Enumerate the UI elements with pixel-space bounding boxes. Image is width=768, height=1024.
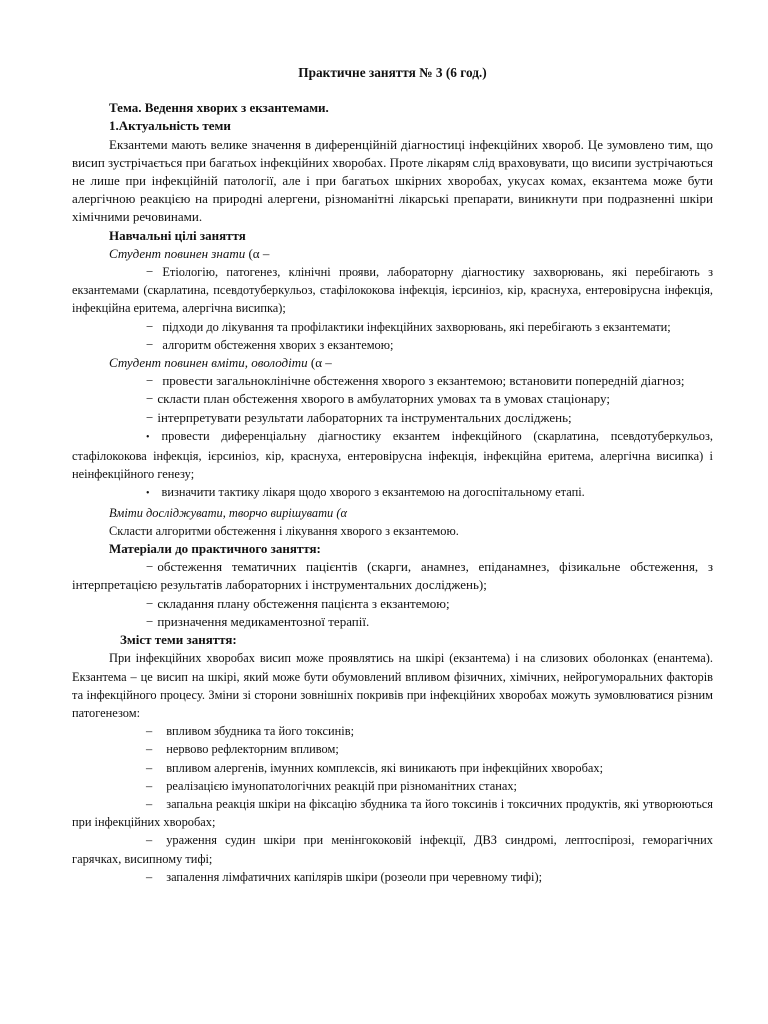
materials-heading: Матеріали до практичного заняття:: [109, 541, 321, 557]
bullet-marker: •: [146, 431, 150, 443]
list-item: [72, 740, 713, 758]
list-item-text: визначити тактику лікаря щодо хворого з екзантемою на догоспітальному етапі.: [161, 485, 585, 500]
list-item-text: алгоритм обстеження хворих з екзантемою;: [162, 337, 394, 352]
dash-marker: –: [146, 742, 153, 757]
skills-heading: [72, 354, 713, 372]
list-item: [72, 613, 713, 631]
dash-marker: –: [146, 724, 153, 739]
list-item: [72, 795, 713, 831]
list-item-text: інтерпретувати результати лабораторних та інструментальних досліджень;: [157, 409, 572, 425]
content-heading: Зміст теми заняття:: [120, 632, 237, 648]
dash-marker: −: [146, 559, 154, 575]
dash-marker: −: [146, 409, 154, 425]
content-paragraph: При інфекційних хворобах висип може проявлятись на шкірі (екзантема) і на слизових оболонках (енантема). Екзантема – це висип на шкірі, який може бути обумовлений впливом фізичних, хімічних, нейрогуморальних факторів та інфекційного процесу. Зміни зі сторони зовнішніх покривів при інфекційних хворобах можуть зумовлюватися різним патогенезом:: [72, 651, 713, 720]
list-item: [72, 722, 713, 740]
list-item: [72, 759, 713, 777]
list-item-text: Етіологію, патогенез, клінічні прояви, лабораторну діагностику захворювань, які перебігають з екзантемами (скарлатина, псевдотуберкульоз, стафілококова інфекція, ієрсиніоз, кір, краснуха, ентеровірусна інфекція, інфекційна еритема, алергічна висипка);: [72, 265, 713, 316]
list-item: [72, 427, 713, 484]
document-title: Практичне заняття № 3 (6 год.): [298, 65, 487, 80]
know-heading: [72, 245, 713, 263]
list-item: [72, 558, 713, 594]
list-item-text: запалення лімфатичних капілярів шкіри (розеоли при черевному тифі);: [166, 869, 543, 884]
dash-marker: –: [146, 778, 153, 793]
list-item-text: підходи до лікування та профілактики інфекційних захворювань, які перебігають з екзантемати;: [162, 319, 671, 334]
dash-marker: −: [146, 318, 154, 334]
list-item: [72, 777, 713, 795]
list-item: [72, 868, 713, 886]
list-item-text: запальна реакція шкіри на фіксацію збудника та його токсинів і токсичних продуктів, які утворюються при інфекційних хворобах;: [72, 796, 713, 830]
list-item-text: призначення медикаментозної терапії.: [157, 613, 370, 629]
dash-marker: −: [146, 336, 154, 352]
list-item: [72, 318, 713, 336]
dash-marker: −: [146, 613, 154, 629]
list-item-text: скласти план обстеження хворого в амбулаторних умовах та в умовах стаціонару;: [157, 391, 610, 407]
list-item-text: ураження судин шкіри при менінгококовій інфекції, ДВЗ синдромі, лептоспірозі, геморагічних гарячках, висипному тифі;: [72, 833, 713, 866]
list-item: [72, 372, 713, 390]
research-text: Скласти алгоритми обстеження і лікування хворого з екзантемою.: [109, 523, 459, 538]
topic-heading: Тема. Ведення хворих з екзантемами.: [109, 100, 329, 116]
list-item-text: нервово рефлекторним впливом;: [166, 742, 339, 757]
list-item: [72, 595, 713, 613]
document-page: [72, 64, 713, 886]
list-item-text: реалізацією імунопатологічних реакцій при різноманітних станах;: [166, 778, 517, 793]
skills-heading-label: Студент повинен вміти, оволодіти: [109, 355, 308, 371]
list-item: [72, 390, 713, 408]
list-item-text: обстеження тематичних пацієнтів (скарги, анамнез, епіданамнез, фізикальне обстеження, з інтерпретацією результатів лабораторних і інструментальних досліджень);: [72, 559, 713, 593]
dash-marker: –: [146, 796, 153, 811]
dash-marker: –: [146, 833, 153, 848]
research-heading: Вміти досліджувати, творчо вирішувати (α: [109, 505, 347, 520]
list-item: [72, 483, 713, 503]
dash-marker: −: [146, 595, 154, 611]
relevance-heading: 1.Актуальність теми: [109, 118, 231, 134]
list-item: [72, 409, 713, 427]
list-item-text: впливом збудника та його токсинів;: [166, 724, 355, 739]
relevance-paragraph: Екзантеми мають велике значення в диференційній діагностиці інфекційних хвороб. Це зумовлено тим, що висип зустрічається при багатьох інфекційних хворобах. Проте лікарям слід враховувати, що висипи зустрічаються не лише при інфекційній патології, але і при багатьох шкірних хворобах, укусах комах, екзантема може бути алергічною реакцією на природні алергени, різноманітні лікарські препарати, виникнути при подразненні шкіри хімічними речовинами.: [72, 136, 713, 225]
list-item: [72, 263, 713, 318]
goals-heading: Навчальні цілі заняття: [109, 227, 246, 243]
list-item-text: провести диференціальну діагностику екзантем інфекційного (скарлатина, псевдотуберкульоз, стафілококова інфекція, ієрсиніоз, кір, краснуха, ентеровірусна інфекція, інфекційна еритема, алергічна висипка) і неінфекційного генезу;: [72, 428, 713, 482]
list-item-text: складання плану обстеження пацієнта з екзантемою;: [157, 595, 450, 611]
know-heading-suffix: (α –: [245, 245, 270, 261]
bullet-marker: •: [146, 488, 150, 500]
dash-marker: –: [146, 869, 153, 884]
dash-marker: −: [146, 373, 154, 389]
list-item: [72, 336, 713, 354]
list-item: [72, 831, 713, 867]
dash-marker: −: [146, 264, 154, 280]
list-item-text: провести загальноклінічне обстеження хворого з екзантемою; встановити попередній діагноз;: [162, 373, 685, 389]
dash-marker: −: [146, 391, 154, 407]
know-heading-label: Студент повинен знати: [109, 245, 246, 261]
list-item-text: впливом алергенів, імунних комплексів, які виникають при інфекційних хворобах;: [166, 760, 604, 775]
skills-heading-suffix: (α –: [307, 355, 332, 371]
dash-marker: –: [146, 760, 153, 775]
